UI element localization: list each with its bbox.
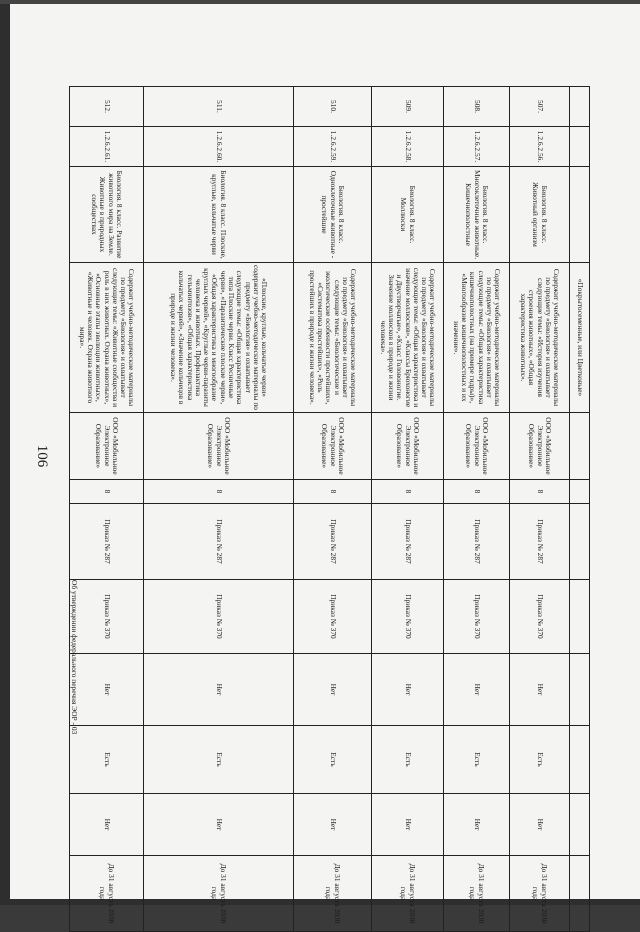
cell-description: Содержит учебно-методические материалы по предмету «Биология» и охватывает следующие темы: «Биологические и экологические особенности простейших», «Систематика простейших», «Роль простейших в природе и жизни человека». (294, 263, 372, 413)
cell-order1: Приказ № 287 (510, 504, 570, 580)
cell-ed: Нет (70, 794, 144, 856)
cell-grade: 8 (372, 480, 444, 504)
cell-method: Есть (294, 726, 372, 794)
cell-order2: Приказ № 370 (70, 580, 144, 654)
cell-deadline: До 31 августа 2030 года (294, 856, 372, 932)
cell-order1: Приказ № 287 (70, 504, 144, 580)
cell-ed: Нет (444, 794, 510, 856)
cell-developer: ООО «Мобильное Электронное Образование» (510, 413, 570, 480)
cell-description: Содержит учебно-методические материалы по предмету «Биология» и охватывает следующие темы: «История изучения строения животных», «Общая характеристика животных». (510, 263, 570, 413)
table-row (70, 87, 144, 932)
cell-description: Содержит учебно-методические материалы по предмету «Биология» и охватывает следующие темы: «Общая характеристика и значение моллюсков», «Классы Брюхоногие и Двустворчатые», «Класс Головоногие. Значение моллюсков в природе и жизни человека». (372, 263, 444, 413)
cell-ed (570, 794, 590, 856)
cell-restrict: Нет (444, 654, 510, 726)
cell-restrict (570, 654, 590, 726)
cell-description: «Покрытосеменные, или Цветковые» (570, 263, 590, 413)
cell-developer: ООО «Мобильное Электронное Образование» (372, 413, 444, 480)
cell-no (570, 87, 590, 127)
cell-no: 512. (70, 87, 144, 127)
cell-order2: Приказ № 370 (444, 580, 510, 654)
cell-name (570, 167, 590, 263)
cell-no: 511. (144, 87, 294, 127)
cell-order1: Приказ № 287 (144, 504, 294, 580)
registry-table (69, 86, 590, 932)
rotated-table-container (70, 86, 590, 924)
cell-grade: 8 (294, 480, 372, 504)
cell-restrict: Нет (144, 654, 294, 726)
cell-no: 509. (372, 87, 444, 127)
table-row (444, 87, 510, 932)
cell-developer (570, 413, 590, 480)
cell-order2: Приказ № 370 (294, 580, 372, 654)
cell-ed: Нет (144, 794, 294, 856)
cell-method: Есть (510, 726, 570, 794)
cell-method: Есть (372, 726, 444, 794)
page-number: 106 (34, 444, 50, 468)
cell-grade: 8 (510, 480, 570, 504)
cell-code (570, 127, 590, 167)
cell-deadline: До 31 августа 2030 года (144, 856, 294, 932)
cell-order1 (570, 504, 590, 580)
cell-no: 508. (444, 87, 510, 127)
cell-order2: Приказ № 370 (144, 580, 294, 654)
scan-edge-left (0, 0, 10, 905)
cell-order2: Приказ № 370 (510, 580, 570, 654)
cell-name: Биология. 8 класс. Моллюски (372, 167, 444, 263)
table-row (294, 87, 372, 932)
cell-name: Биология. 8 класс. Одноклеточные животные - простейшие (294, 167, 372, 263)
cell-ed: Нет (510, 794, 570, 856)
table-row (372, 87, 444, 932)
cell-developer: ООО «Мобильное Электронное Образование» (294, 413, 372, 480)
cell-developer: ООО «Мобильное Электронное Образование» (144, 413, 294, 480)
cell-restrict: Нет (510, 654, 570, 726)
footnote-container (67, 580, 79, 900)
cell-description: Содержит учебно-методические материалы по предмету «Биология» и охватывает следующие темы: «Общая характеристика кишечнополостных (на примере гидры)», «Многообразие кишечнополостных и их значение». (444, 263, 510, 413)
cell-code: 1.2.6.2.59. (294, 127, 372, 167)
cell-order1: Приказ № 287 (372, 504, 444, 580)
footnote-text: Об утверждении федерального перечня ЭОР - 03 (70, 580, 79, 735)
cell-description: «Плоские, круглые, кольчатые черви» содержит учебно-методические материалы по предмету «Биология» и охватывает следующие темы: «Общая характеристика типа Плоские черви. Класс Ресничные черви», «Паразитические плоские черви», «Общая характеристика и многообразие круглых червей», «Круглые черви-паразиты человека и животных. Профилактика гельминтозов», «Общая характеристика кольчатых червей», «Значение кольчецов в природе и жизни человека». (144, 263, 294, 413)
table-row (144, 87, 294, 932)
cell-code: 1.2.6.2.57. (444, 127, 510, 167)
cell-ed: Нет (372, 794, 444, 856)
cell-description: Содержит учебно-методические материалы по предмету «Биология» и охватывает следующие темы: «Животные сообщества и роль в них животных. Охрана животных», «Основные этапы эволюции животных», «Животные и человек. Охрана животного мира». (70, 263, 144, 413)
table-row (510, 87, 570, 932)
cell-name: Биология. 8 класс. Многоклеточные животные. Кишечнополостные (444, 167, 510, 263)
cell-deadline (570, 856, 590, 932)
cell-deadline: До 31 августа 2030 года (372, 856, 444, 932)
cell-restrict: Нет (294, 654, 372, 726)
cell-no: 510. (294, 87, 372, 127)
cell-code: 1.2.6.2.56. (510, 127, 570, 167)
cell-method (570, 726, 590, 794)
table-row-header (570, 87, 590, 932)
cell-grade (570, 480, 590, 504)
cell-restrict: Нет (70, 654, 144, 726)
cell-grade: 8 (444, 480, 510, 504)
cell-order2 (570, 580, 590, 654)
cell-developer: ООО «Мобильное Электронное Образование» (444, 413, 510, 480)
cell-method: Есть (144, 726, 294, 794)
cell-deadline: До 31 августа 2030 года (510, 856, 570, 932)
cell-order1: Приказ № 287 (294, 504, 372, 580)
cell-method: Есть (70, 726, 144, 794)
cell-order2: Приказ № 370 (372, 580, 444, 654)
cell-name: Биология. 8 класс. Плоские, круглые, кольчатые черви (144, 167, 294, 263)
cell-code: 1.2.6.2.60. (144, 127, 294, 167)
cell-code: 1.2.6.2.58. (372, 127, 444, 167)
cell-code: 1.2.6.2.61. (70, 127, 144, 167)
cell-developer: ООО «Мобильное Электронное Образование» (70, 413, 144, 480)
cell-method: Есть (444, 726, 510, 794)
cell-deadline: До 31 августа 2030 года (70, 856, 144, 932)
cell-ed: Нет (294, 794, 372, 856)
cell-no: 507. (510, 87, 570, 127)
cell-grade: 8 (70, 480, 144, 504)
cell-grade: 8 (144, 480, 294, 504)
cell-name: Биология. 8 класс. Развитие животного мира на Земле. Животные в природных сообществах (70, 167, 144, 263)
cell-restrict: Нет (372, 654, 444, 726)
scan-edge-top (0, 0, 640, 4)
cell-order1: Приказ № 287 (444, 504, 510, 580)
cell-deadline: До 31 августа 2030 года (444, 856, 510, 932)
cell-name: Биология. 8 класс. Животный организм (510, 167, 570, 263)
